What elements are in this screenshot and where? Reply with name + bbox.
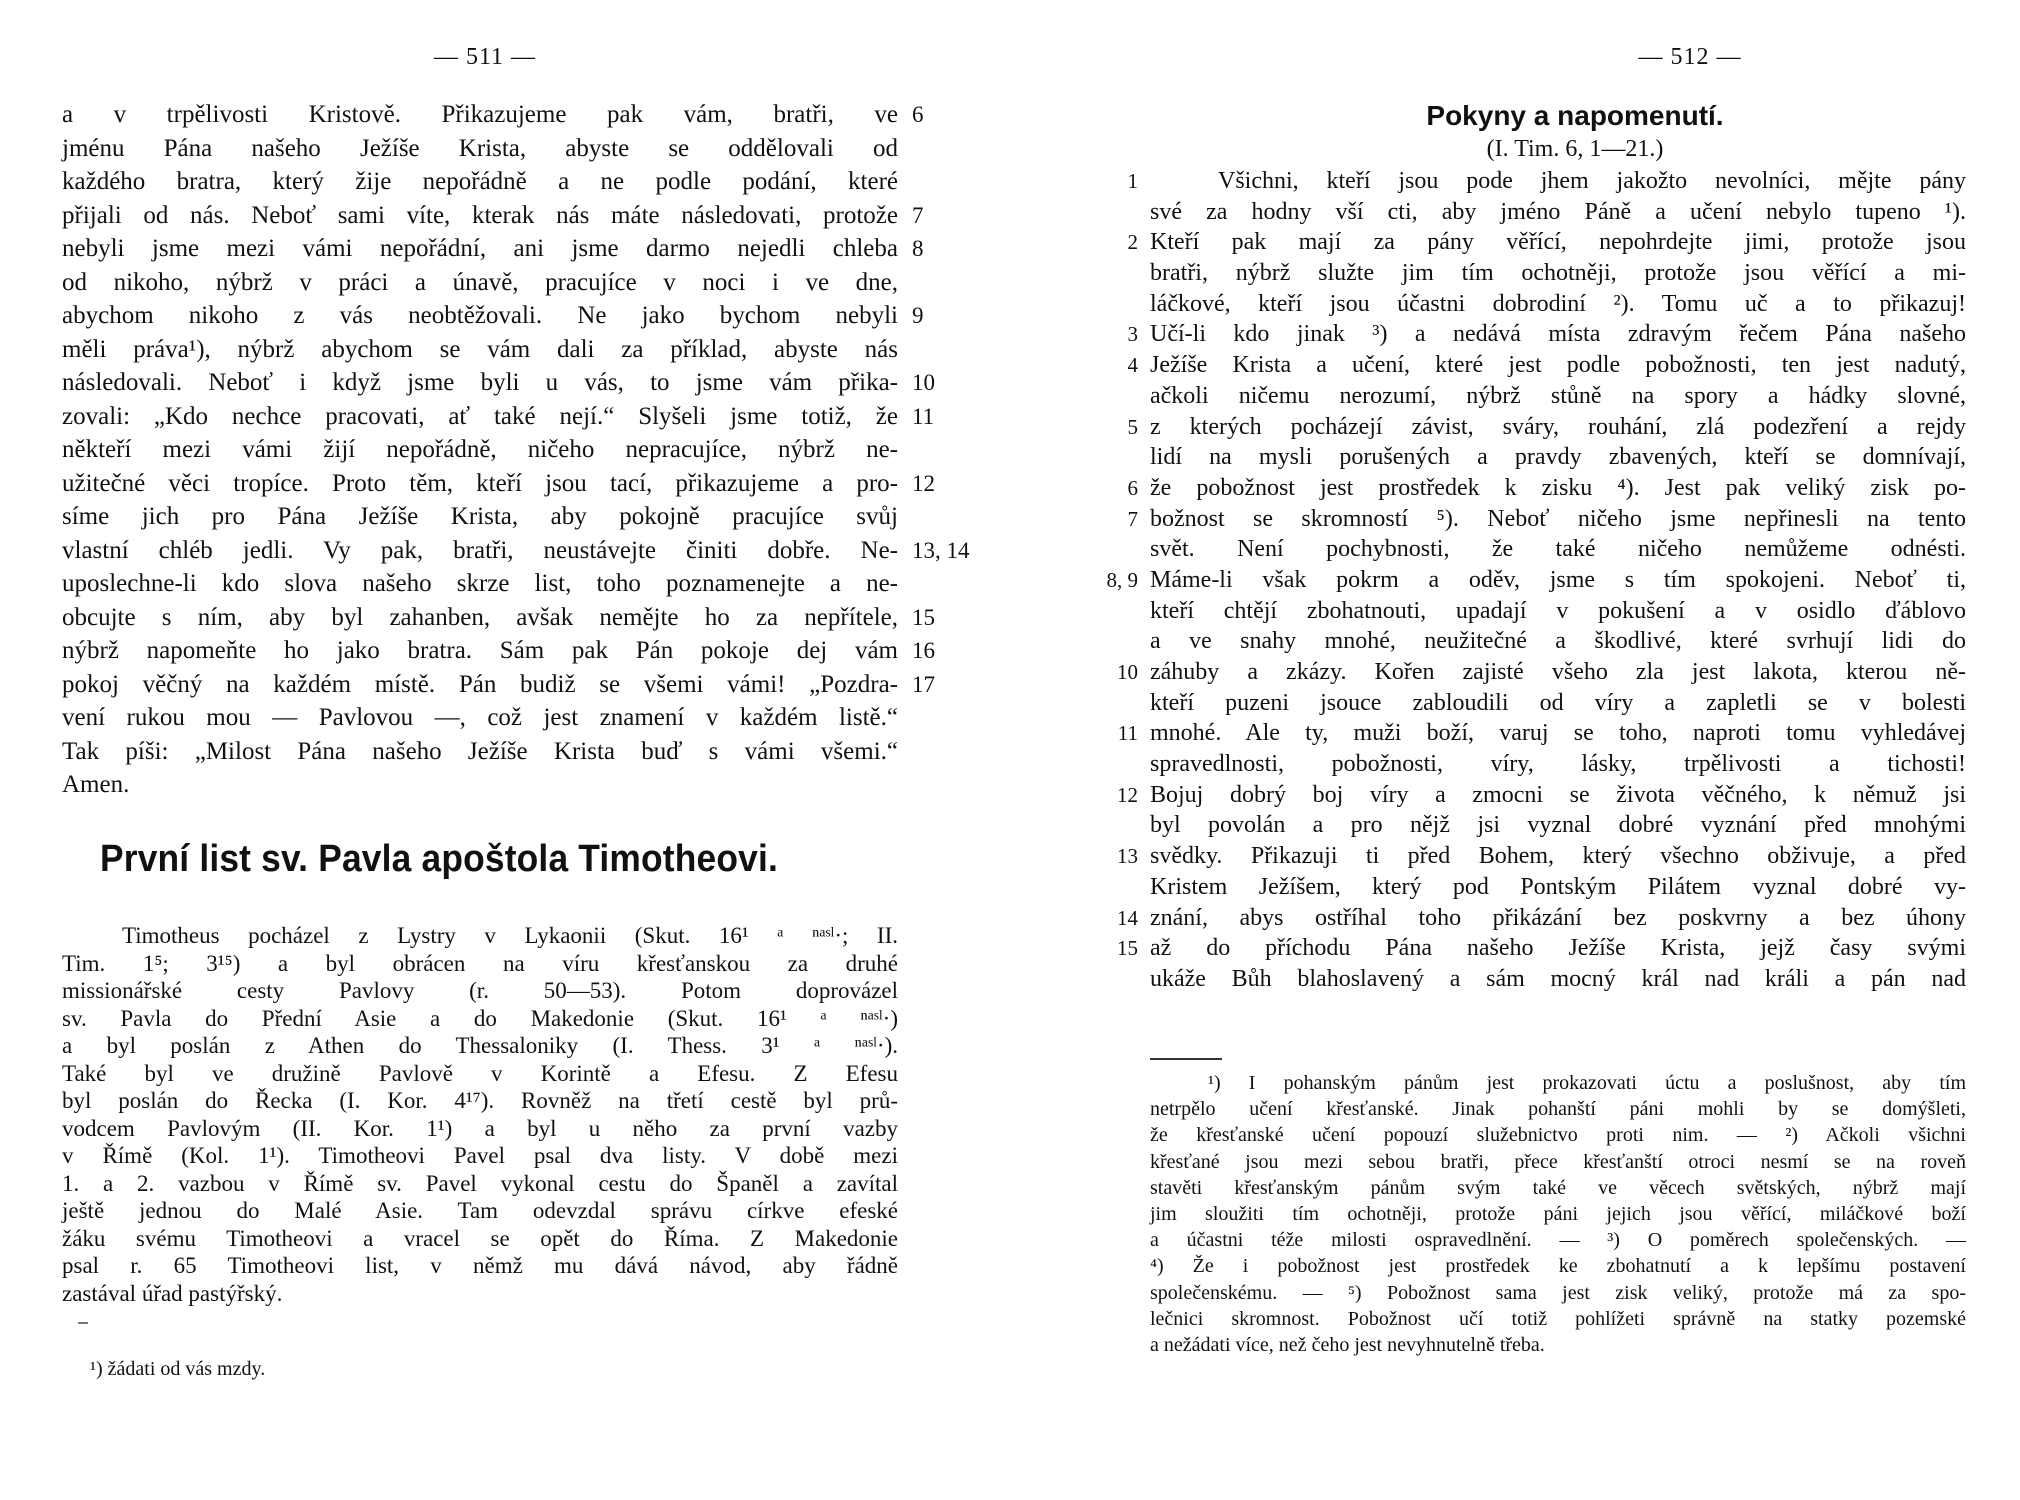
footnote-line: netrpělo učení křesťanské. Jinak pohanští páni mohli by se domýšleti, bbox=[1150, 1098, 1966, 1121]
text-line bbox=[1127, 227, 1966, 258]
text-line bbox=[1150, 688, 1966, 719]
line-text: až do příchodu Pána našeho Ježíše Krista, jejž časy svými bbox=[1150, 935, 1966, 962]
footnote-line: stavěti křesťanským pánům svým také ve věcech světských, nýbrž mají bbox=[1150, 1176, 1966, 1199]
verse-number: 14 bbox=[1117, 905, 1138, 930]
verse-number: 9 bbox=[912, 303, 924, 328]
section-title: První list sv. Pavla apoštola Timotheovi. bbox=[100, 838, 778, 880]
text-line bbox=[1127, 504, 1966, 535]
footnote-line: společenskému. — ⁵) Pobožnost sama jest zisk veliký, protože má za spo- bbox=[1150, 1281, 1966, 1304]
text-line bbox=[62, 98, 924, 132]
text-line bbox=[1117, 780, 1966, 811]
text-line bbox=[1117, 657, 1966, 688]
text-line bbox=[1150, 596, 1966, 627]
text-line bbox=[1150, 381, 1966, 412]
verse-number: 10 bbox=[1117, 660, 1138, 684]
text-line bbox=[62, 567, 898, 601]
verse-number: 11 bbox=[912, 403, 935, 429]
line-text: svědky. Přikazuji ti před Bohem, který všechno obživuje, a před bbox=[1150, 843, 1966, 870]
line-text: vlastní chléb jedli. Vy pak, bratři, neustávejte činiti dobře. Ne- bbox=[62, 536, 898, 564]
footnotes bbox=[1150, 1070, 1966, 1358]
footnote-line: jim sloužiti tím ochotněji, protože páni jejich jsou věřící, miláčkové boží bbox=[1150, 1202, 1966, 1225]
page-number: — 512 — bbox=[1638, 44, 1742, 70]
verse-number: 3 bbox=[1127, 322, 1138, 347]
line-text: božnost se skromností ⁵). Neboť ničeho jsme nepřinesli na tento bbox=[1150, 505, 1966, 532]
text-line bbox=[62, 735, 898, 769]
text-line bbox=[1127, 350, 1966, 381]
right-body-text bbox=[1106, 166, 1966, 995]
verse-number: 12 bbox=[1117, 782, 1138, 807]
verse-number: 10 bbox=[912, 370, 935, 395]
text-line bbox=[62, 433, 898, 467]
intro-line: missionářské cesty Pavlovy (r. 50—53). Potom doprovázel bbox=[62, 978, 898, 1003]
text-line bbox=[62, 634, 935, 668]
line-text: uposlechne-li kdo slova našeho skrze list, toho poznamenejte a ne- bbox=[62, 570, 898, 597]
line-text: svět. Není pochybnosti, že také ničeho nemůžeme odnésti. bbox=[1150, 536, 1966, 563]
line-text: ačkoli ničemu nerozumí, nýbrž stůně na spory a hádky slovné, bbox=[1150, 382, 1966, 409]
footnote-line: že křesťanské učení popouzí služebnictvo proti nim. — ²) Ačkoli všichni bbox=[1150, 1124, 1966, 1147]
text-line bbox=[1150, 197, 1966, 228]
text-line bbox=[1150, 749, 1966, 780]
verse-number: 11 bbox=[1117, 721, 1138, 746]
line-text: láčkové, kteří jsou účastni dobrodiní ²). Tomu uč a to přikazuj! bbox=[1150, 290, 1966, 317]
line-text: záhuby a zkázy. Kořen zajisté všeho zla jest lakota, kterou ně- bbox=[1150, 659, 1966, 685]
line-text: Kristem Ježíšem, který pod Pontským Pilátem vyznal dobré vy- bbox=[1150, 873, 1966, 900]
line-text: jménu Pána našeho Ježíše Krista, abyste se oddělovali od bbox=[62, 134, 898, 162]
text-line bbox=[1127, 473, 1966, 504]
footnote-line: ⁴) Že i pobožnost jest prostředek ke zbohatnutí a k lepšímu postavení bbox=[1150, 1255, 1966, 1278]
intro-line: sv. Pavla do Přední Asie a do Makedonie (Skut. 16¹ ᵃ ⁿᵃˢˡ·) bbox=[62, 1005, 898, 1031]
verse-number: 8, 9 bbox=[1106, 567, 1138, 592]
intro-line: v Římě (Kol. 1¹). Timotheovi Pavel psal dva listy. V době mezi bbox=[62, 1143, 898, 1168]
line-text: nebyli jsme mezi vámi nepořádní, ani jsme darmo nejedli chleba bbox=[62, 235, 898, 262]
text-line bbox=[62, 467, 935, 501]
line-text: spravedlnosti, pobožnosti, víry, lásky, trpělivosti a tichosti! bbox=[1150, 751, 1966, 778]
verse-number: 17 bbox=[912, 671, 935, 697]
line-text: pokoj věčný na každém místě. Pán budiž se všemi vámi! „Pozdra- bbox=[62, 670, 898, 698]
line-text: nýbrž napomeňte ho jako bratra. Sám pak Pán pokoje dej vám bbox=[62, 637, 898, 664]
text-line bbox=[1150, 442, 1966, 473]
line-text: někteří mezi vámi žijí nepořádně, ničeho nepracujíce, nýbrž ne- bbox=[62, 436, 898, 463]
verse-number: 12 bbox=[912, 470, 935, 496]
text-line bbox=[1127, 319, 1966, 350]
text-line bbox=[62, 199, 924, 233]
footnote: ¹) žádati od vás mzdy. bbox=[90, 1358, 266, 1380]
text-line bbox=[62, 132, 898, 166]
verse-number: 6 bbox=[1127, 475, 1138, 500]
intro-line: psal r. 65 Timotheovi list, v němž mu dává návod, aby řádně bbox=[62, 1253, 898, 1278]
text-line bbox=[62, 768, 898, 802]
line-text: Bojuj dobrý boj víry a zmocni se života věčného, k němuž jsi bbox=[1150, 781, 1966, 808]
line-text: mnohé. Ale ty, muži boží, varuj se toho, naproti tomu vyhledávej bbox=[1150, 720, 1966, 747]
line-text: následovali. Neboť i když jsme byli u vás, to jsme vám přika- bbox=[62, 369, 898, 396]
text-line bbox=[1127, 412, 1966, 443]
verse-number: 5 bbox=[1127, 414, 1138, 439]
text-line bbox=[62, 232, 924, 266]
footnote-rule bbox=[1150, 1058, 1222, 1060]
line-text: znání, abys ostříhal toho přikázání bez poskvrny a bez úhony bbox=[1150, 904, 1966, 931]
text-line bbox=[1106, 565, 1966, 596]
text-line bbox=[62, 500, 898, 534]
intro-line: 1. a 2. vazbou v Římě sv. Pavel vykonal cestu do Španěl a zavítal bbox=[62, 1170, 898, 1196]
intro-line: Také byl ve družině Pavlově v Korintě a Efesu. Z Efesu bbox=[62, 1060, 898, 1086]
text-line bbox=[1150, 810, 1966, 841]
line-text: kteří puzeni jsouce zabloudili od víry a zapletli se v bolesti bbox=[1150, 689, 1966, 716]
line-text: lidí na mysli porušených a pravdy zbavených, kteří se domnívají, bbox=[1150, 444, 1966, 471]
text-line bbox=[1150, 258, 1966, 289]
verse-number: 13 bbox=[1117, 844, 1138, 869]
section-subtitle: (I. Tim. 6, 1—21.) bbox=[1486, 136, 1664, 162]
line-text: Amen. bbox=[62, 771, 130, 798]
intro-line: Timotheus pocházel z Lystry v Lykaonii (Skut. 16¹ ᵃ ⁿᵃˢˡ·; II. bbox=[122, 923, 898, 948]
footnote-line: křesťané jsou mezi sebou bratři, přece křesťanští otroci nesmí se na roveň bbox=[1150, 1150, 1966, 1173]
text-line bbox=[62, 366, 935, 400]
text-line bbox=[1150, 964, 1966, 995]
verse-number: 6 bbox=[912, 102, 924, 127]
verse-number: 8 bbox=[912, 236, 924, 261]
intro-line: vodcem Pavlovým (II. Kor. 1¹) a byl u něho za první vazby bbox=[62, 1115, 898, 1141]
line-text: zovali: „Kdo nechce pracovati, ať také nejí.“ Slyšeli jsme totiž, že bbox=[62, 402, 898, 430]
text-line bbox=[62, 701, 898, 735]
line-text: z kterých pocházejí závist, sváry, rouhání, zlá podezření a rejdy bbox=[1150, 413, 1966, 440]
line-text: od nikoho, nýbrž v práci a únavě, pracujíce v noci i ve dne, bbox=[62, 268, 898, 296]
text-line bbox=[62, 400, 935, 434]
verse-number: 7 bbox=[1127, 506, 1138, 531]
intro-line: ještě jednou do Malé Asie. Tam odevzdal správu církve efeské bbox=[62, 1198, 898, 1223]
footnote-divider-mark bbox=[78, 1322, 88, 1324]
line-text: že pobožnost jest prostředek k zisku ⁴). Jest pak veliký zisk po- bbox=[1150, 474, 1966, 501]
line-text: abychom nikoho z vás neobtěžovali. Ne jako bychom nebyli bbox=[62, 302, 898, 329]
verse-number: 15 bbox=[1117, 936, 1138, 961]
text-line bbox=[1117, 841, 1966, 872]
verse-number: 15 bbox=[912, 604, 935, 630]
verse-number: 7 bbox=[912, 202, 924, 228]
line-text: byl povolán a pro nějž jsi vyznal dobré vyznání před mnohými bbox=[1150, 812, 1966, 839]
line-text: ukáže Bůh blahoslavený a sám mocný král nad králi a pán nad bbox=[1150, 965, 1966, 992]
left-body-text bbox=[62, 98, 970, 802]
text-line bbox=[62, 601, 935, 635]
text-line bbox=[1150, 872, 1966, 903]
text-line bbox=[1127, 166, 1966, 197]
text-line bbox=[62, 668, 935, 702]
line-text: Tak píši: „Milost Pána našeho Ježíše Krista buď s vámi všemi.“ bbox=[62, 737, 898, 765]
line-text: obcujte s ním, aby byl zahanben, avšak nemějte ho za nepřítele, bbox=[62, 603, 898, 631]
footnote-line: a nežádati více, než čeho jest nevyhnutelně třeba. bbox=[1150, 1333, 1545, 1356]
line-text: Učí-li kdo jinak ³) a nedává místa zdravým řečem Pána našeho bbox=[1150, 321, 1966, 348]
line-text: Ježíše Krista a učení, které jest podle pobožnosti, ten jest nadutý, bbox=[1150, 352, 1966, 379]
text-line bbox=[1117, 718, 1966, 749]
line-text: Všichni, kteří jsou pode jhem jakožto nevolníci, mějte pány bbox=[1218, 168, 1966, 194]
footnote-line: lečnici skromnost. Pobožnost učí totiž pohlížeti správně na statky pozemské bbox=[1150, 1307, 1966, 1330]
line-text: a v trpělivosti Kristově. Přikazujeme pak vám, bratři, ve bbox=[62, 101, 898, 128]
intro-line: zastával úřad pastýřský. bbox=[62, 1280, 283, 1306]
intro-line: žáku svému Timotheovi a vracel se opět do Říma. Z Makedonie bbox=[62, 1225, 898, 1251]
text-line bbox=[1150, 534, 1966, 565]
text-line bbox=[62, 299, 924, 333]
footnote-line: a účastni téže milosti ospravedlnění. — ³) O poměrech společenských. — bbox=[1150, 1229, 1966, 1252]
verse-number: 16 bbox=[912, 638, 935, 663]
line-text: své za hodny vší cti, aby jméno Páně a učení nebylo tupeno ¹). bbox=[1150, 198, 1966, 225]
text-line bbox=[1117, 933, 1966, 964]
section-title: Pokyny a napomenutí. bbox=[1426, 100, 1724, 131]
footnote-line: ¹) I pohanským pánům jest prokazovati úctu a poslušnost, aby tím bbox=[1208, 1072, 1966, 1094]
intro-line: byl poslán do Řecka (I. Kor. 4¹⁷). Rovněž na třetí cestě byl prů- bbox=[62, 1088, 898, 1113]
intro-line: a byl poslán z Athen do Thessaloniky (I. Thess. 3¹ ᵃ ⁿᵃˢˡ·). bbox=[62, 1033, 898, 1058]
intro-paragraph bbox=[62, 922, 898, 1307]
line-text: síme jich pro Pána Ježíše Krista, aby pokojně pracujíce svůj bbox=[62, 503, 898, 530]
line-text: přijali od nás. Neboť sami víte, kterak nás máte následovati, protože bbox=[62, 201, 898, 229]
intro-line: Tim. 1⁵; 3¹⁵) a byl obrácen na víru křesťanskou za druhé bbox=[62, 950, 898, 976]
text-line bbox=[62, 165, 898, 199]
text-line bbox=[1117, 903, 1966, 934]
text-line bbox=[62, 333, 898, 367]
page-number: — 511 — bbox=[433, 44, 537, 70]
line-text: měli práva¹), nýbrž abychom se vám dali za příklad, abyste nás bbox=[62, 335, 898, 363]
line-text: užitečné věci tropíce. Proto těm, kteří jsou tací, přikazujeme a pro- bbox=[62, 469, 898, 497]
line-text: každého bratra, který žije nepořádně a ne podle podání, které bbox=[62, 168, 898, 195]
text-line bbox=[62, 266, 898, 300]
line-text: bratři, nýbrž služte jim tím ochotněji, protože jsou věřící a mi- bbox=[1150, 260, 1966, 287]
text-line bbox=[1150, 626, 1966, 657]
line-text: a ve snahy mnohé, neužitečné a škodlivé, které svrhují lidi do bbox=[1150, 628, 1966, 655]
verse-number: 13, 14 bbox=[912, 537, 970, 563]
line-text: Kteří pak mají za pány věřící, nepohrdejte jimi, protože jsou bbox=[1150, 229, 1966, 256]
line-text: vení rukou mou — Pavlovou —, což jest znamení v každém listě.“ bbox=[62, 704, 898, 731]
line-text: kteří chtějí zbohatnouti, upadají v pokušení a v osidlo ďáblovo bbox=[1150, 597, 1966, 624]
verse-number: 1 bbox=[1127, 169, 1138, 193]
verse-number: 4 bbox=[1127, 353, 1138, 378]
text-line bbox=[62, 534, 970, 568]
line-text: Máme-li však pokrm a oděv, jsme s tím spokojeni. Neboť ti, bbox=[1150, 566, 1966, 593]
text-line bbox=[1150, 289, 1966, 320]
verse-number: 2 bbox=[1127, 230, 1138, 255]
